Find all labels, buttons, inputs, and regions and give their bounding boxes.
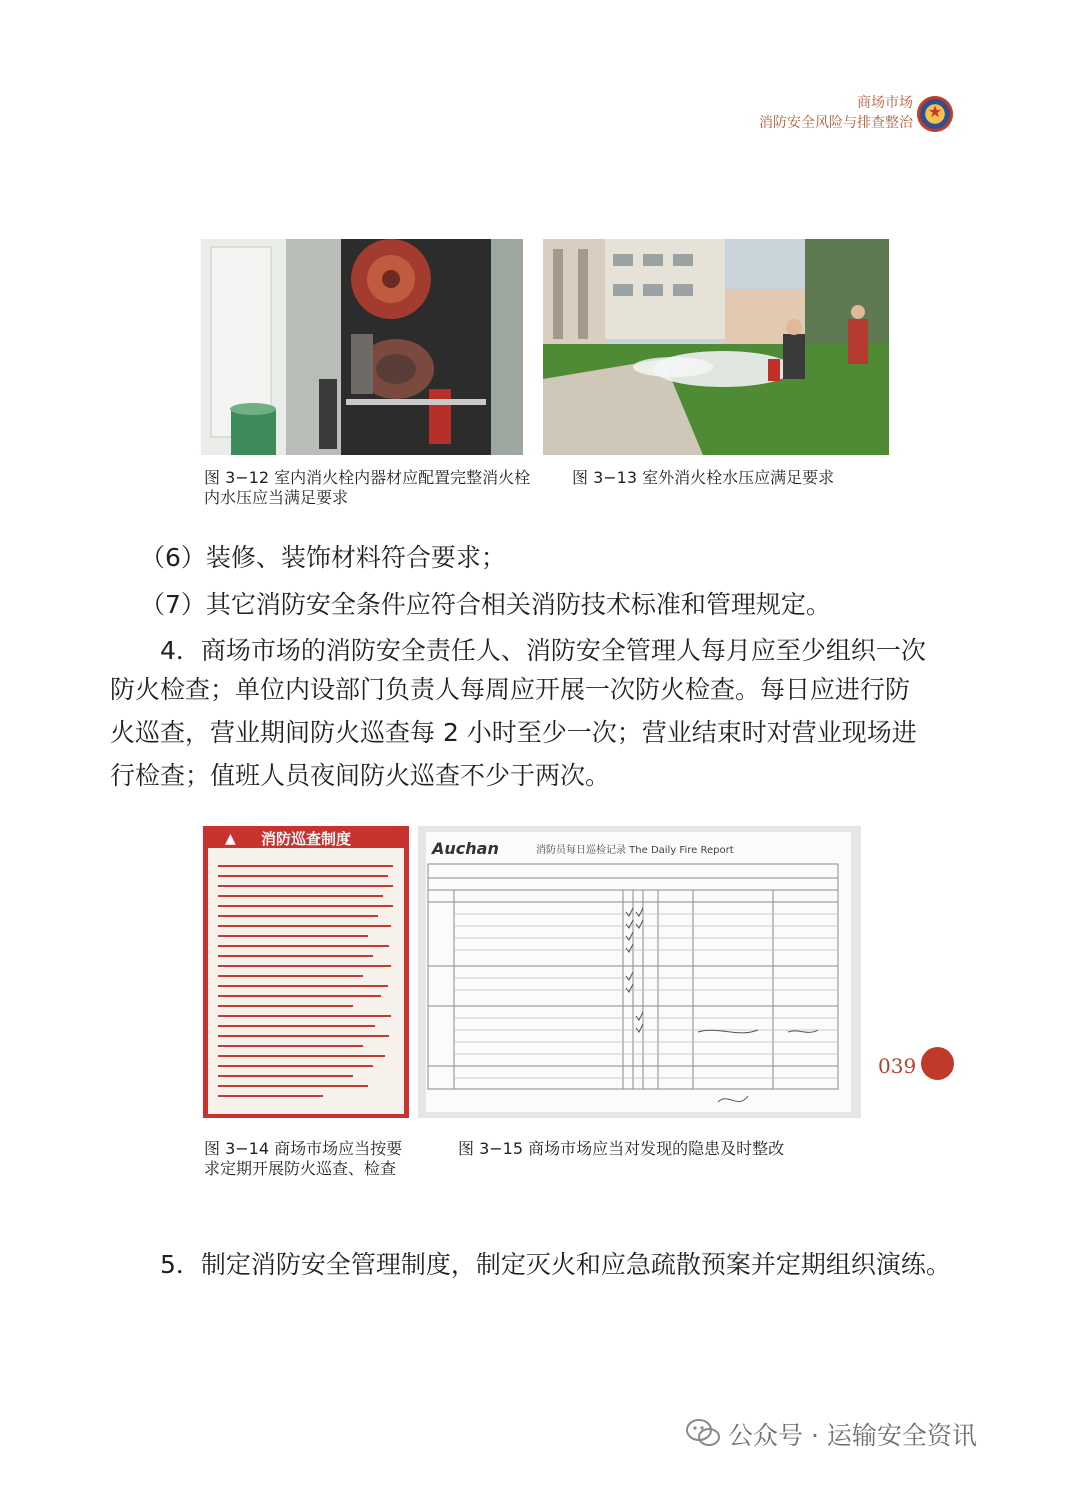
fire-rescue-emblem-icon: ★: [917, 96, 953, 132]
indoor-hydrant-photo: [201, 239, 523, 455]
form-brand: Auchan: [432, 839, 499, 858]
header-title: 商场市场: [857, 95, 913, 111]
header-subtitle: 消防安全风险与排查整治: [759, 115, 913, 131]
list-item-6: （6）装修、装饰材料符合要求；: [140, 543, 506, 572]
form-title: 消防员每日巡检记录 The Daily Fire Report: [536, 845, 734, 856]
figure-3-13-caption: 图 3−13 室外消火栓水压应满足要求: [572, 468, 835, 487]
paragraph-4-line-4: 行检查；值班人员夜间防火巡查不少于两次。: [110, 761, 611, 790]
daily-fire-report-form-photo: [418, 826, 861, 1118]
figure-3-14-caption: 图 3−14 商场市场应当按要求定期开展防火巡查、检查: [204, 1139, 403, 1178]
wechat-icon: [686, 1418, 720, 1448]
watermark-text: 公众号 · 运输安全资讯: [728, 1421, 977, 1450]
list-item-7: （7）其它消防安全条件应符合相关消防技术标准和管理规定。: [140, 590, 831, 619]
fire-patrol-rules-poster-photo: [203, 826, 409, 1118]
paragraph-4-line-2: 防火检查；单位内设部门负责人每周应开展一次防火检查。每日应进行防: [110, 675, 911, 704]
poster-title: 消防巡查制度: [261, 830, 352, 848]
figure-3-12-caption: 图 3−12 室内消火栓内器材应配置完整消火栓内水压应当满足要求: [204, 468, 531, 507]
svg-text:▲: ▲: [225, 831, 236, 847]
running-header: [759, 93, 913, 133]
paragraph-5: 5．制定消防安全管理制度，制定灭火和应急疏散预案并定期组织演练。: [160, 1250, 951, 1279]
figure-3-15-caption: 图 3−15 商场市场应当对发现的隐患及时整改: [458, 1139, 785, 1158]
page-dot-icon: [921, 1047, 954, 1080]
paragraph-4-line-3: 火巡查，营业期间防火巡查每 2 小时至少一次；营业结束时对营业现场进: [110, 718, 917, 747]
paragraph-4-line-1: 4．商场市场的消防安全责任人、消防安全管理人每月应至少组织一次: [160, 636, 926, 665]
outdoor-hydrant-photo: [543, 239, 889, 455]
page-number: 039: [878, 1054, 917, 1078]
